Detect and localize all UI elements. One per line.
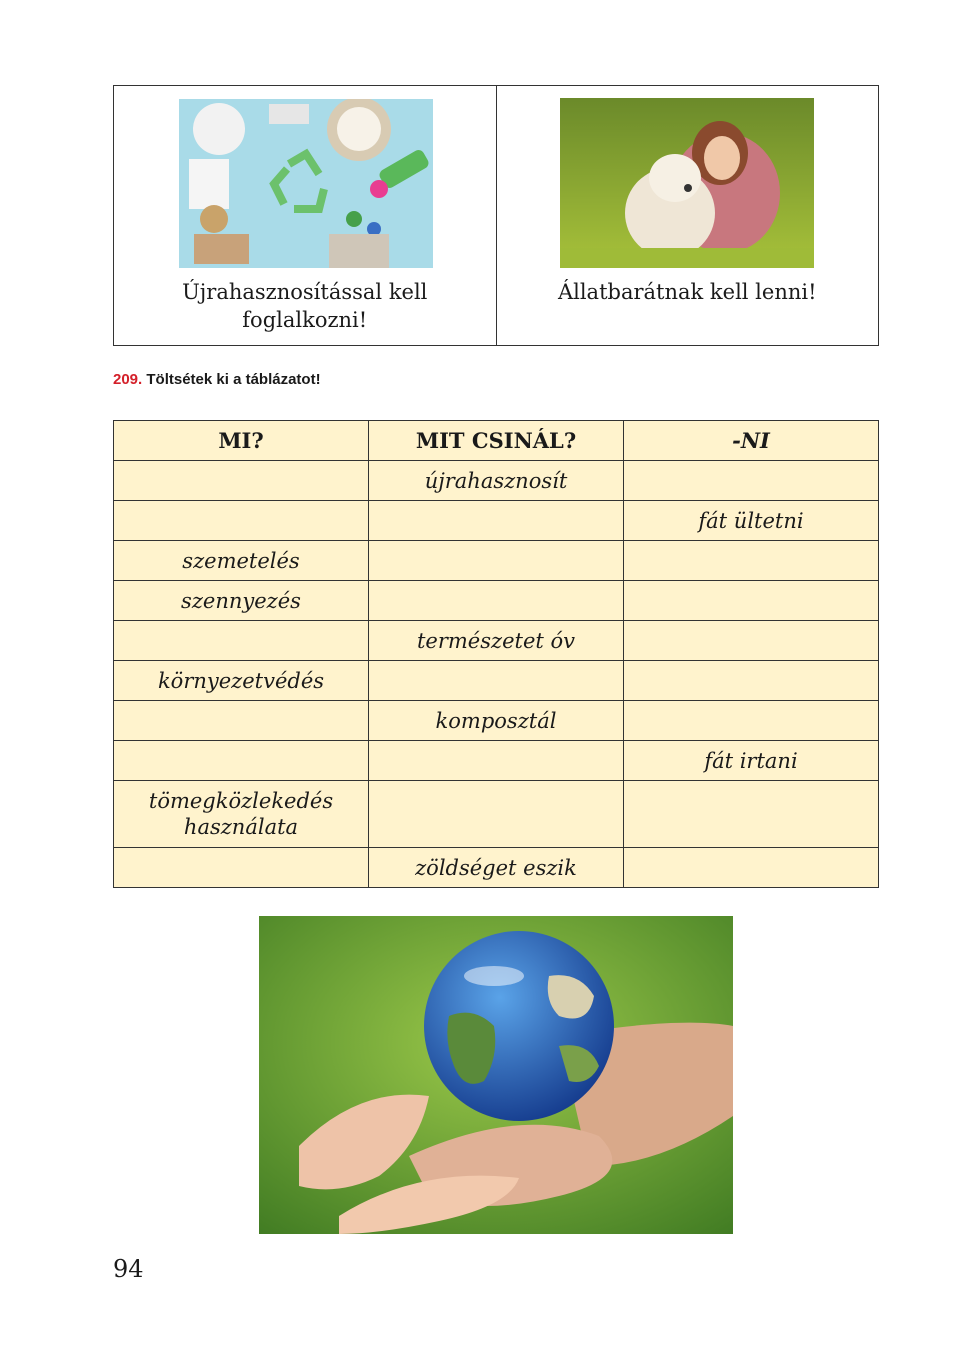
table-row bbox=[114, 501, 879, 541]
cell-ni[interactable] bbox=[624, 581, 879, 621]
cell-mi[interactable] bbox=[114, 461, 369, 501]
table-row bbox=[114, 581, 879, 621]
cell-ni[interactable] bbox=[624, 621, 879, 661]
cell-mi[interactable] bbox=[114, 621, 369, 661]
exercise-number: 209. bbox=[113, 371, 143, 388]
cell-mit-csinal[interactable] bbox=[369, 661, 624, 701]
girl-hugging-dog-photo bbox=[560, 98, 814, 268]
cell-ni[interactable] bbox=[624, 661, 879, 701]
table-header-row bbox=[114, 421, 879, 461]
cell-ni[interactable] bbox=[624, 848, 879, 888]
table-row bbox=[114, 701, 879, 741]
cell-mit-csinal[interactable] bbox=[369, 741, 624, 781]
cell-mit-csinal[interactable] bbox=[369, 501, 624, 541]
cell-ni[interactable] bbox=[624, 461, 879, 501]
caption-recycling-line2: foglalkozni! bbox=[242, 308, 368, 332]
hands-holding-globe-photo bbox=[259, 916, 733, 1234]
cell-mi: tömegközlekedés használata bbox=[114, 781, 369, 848]
exercise-heading bbox=[113, 371, 321, 388]
cell-mi[interactable] bbox=[114, 741, 369, 781]
cell-mi[interactable] bbox=[114, 701, 369, 741]
table-row bbox=[114, 461, 879, 501]
table-row bbox=[114, 848, 879, 888]
cell-ni[interactable] bbox=[624, 541, 879, 581]
table-row bbox=[114, 741, 879, 781]
cell-ni: fát ültetni bbox=[624, 501, 879, 541]
table-row bbox=[114, 541, 879, 581]
cell-mit-csinal[interactable] bbox=[369, 541, 624, 581]
cell-mi[interactable] bbox=[114, 501, 369, 541]
cell-mit-csinal: újrahasznosít bbox=[369, 461, 624, 501]
cell-ni: fát irtani bbox=[624, 741, 879, 781]
page-number: 94 bbox=[113, 1255, 144, 1283]
cell-mit-csinal: zöldséget eszik bbox=[369, 848, 624, 888]
cell-mit-csinal[interactable] bbox=[369, 581, 624, 621]
cell-mit-csinal: természetet óv bbox=[369, 621, 624, 661]
table-row bbox=[114, 621, 879, 661]
table-row bbox=[114, 661, 879, 701]
caption-recycling-line1: Újrahasznosítással kell bbox=[182, 280, 428, 304]
cell-mi: szemetelés bbox=[114, 541, 369, 581]
table-row bbox=[114, 781, 879, 848]
picture-cell-recycling bbox=[114, 86, 496, 345]
cell-mit-csinal: komposztál bbox=[369, 701, 624, 741]
picture-table bbox=[113, 85, 879, 346]
header-mi: MI? bbox=[114, 421, 369, 461]
cell-ni[interactable] bbox=[624, 701, 879, 741]
recycling-items-photo bbox=[179, 99, 433, 268]
exercise-instruction: Töltsétek ki a táblázatot! bbox=[146, 371, 321, 388]
header-mit-csinal: MIT CSINÁL? bbox=[369, 421, 624, 461]
cell-ni[interactable] bbox=[624, 781, 879, 848]
cell-mit-csinal[interactable] bbox=[369, 781, 624, 848]
fill-in-table bbox=[113, 420, 879, 888]
cell-mi: környezetvédés bbox=[114, 661, 369, 701]
picture-cell-animal-friend bbox=[496, 86, 879, 345]
cell-mi: szennyezés bbox=[114, 581, 369, 621]
caption-animal-friend: Állatbarátnak kell lenni! bbox=[557, 280, 817, 304]
cell-mi[interactable] bbox=[114, 848, 369, 888]
header-ni: -NI bbox=[624, 421, 879, 461]
